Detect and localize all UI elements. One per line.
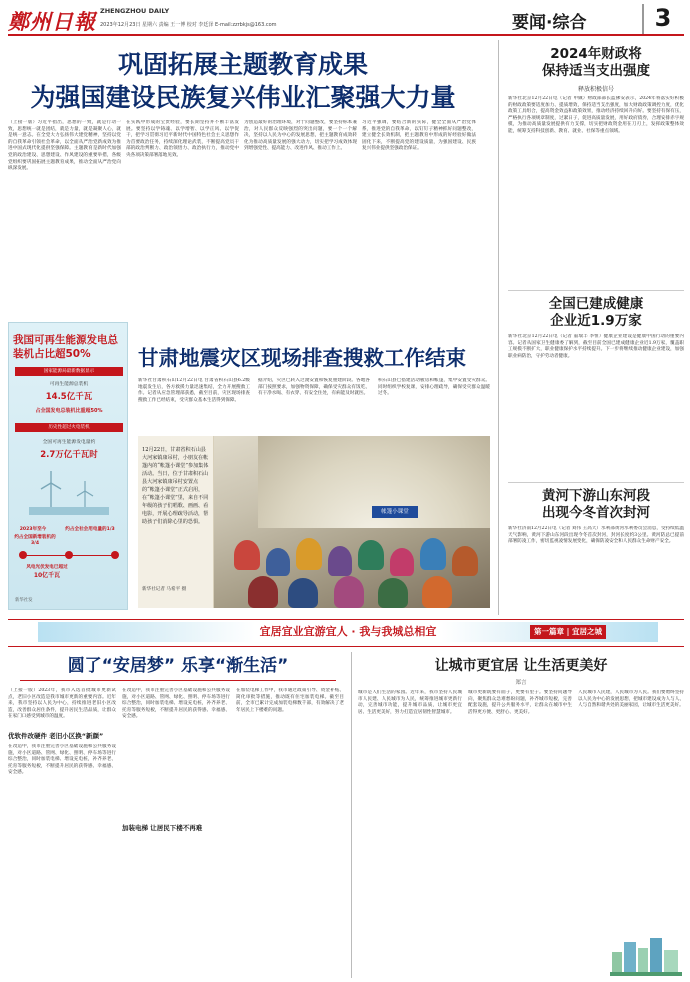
- infographic-stat1-label: 可再生能源总装机: [49, 382, 89, 387]
- child-figure: [390, 548, 414, 576]
- photo-credit: 新华社记者 马希平 摄: [142, 587, 187, 592]
- child-figure: [288, 578, 318, 608]
- infographic-milestone-bar: 历史性超过火电装机: [15, 423, 123, 432]
- lead-column-1: （上接一版）习近平指出，思想的一致，就是行动一致，思想统一就是团结，就是力量，就是凝聚人心，就是统一意志。在全党大力弘扬伟大建党精神，坚持以党的自我革命引领社会革命，以全面从严治党新成效为推进中国式现代化提供坚强保障。主题教育是新时代加强党的政治建设、思想建设、作风建设的重要举措，各级党组织要巩固拓展主题教育成果，推动全面从严治党向纵深发展。: [8, 120, 121, 172]
- band-rule-bottom: [8, 646, 684, 647]
- page-number: 3: [642, 4, 682, 34]
- photo-caption-box: [138, 436, 214, 608]
- gansu-column-2: 据介绍，灾区已转入过渡安置和恢复重建阶段。各地各部门按照要求，加强物资保障，确保受灾群众有饭吃、有干净水喝、有衣穿、有安全住处，有病能及时就医。: [258, 378, 370, 397]
- english-name: ZHENGZHOU DAILY: [100, 7, 170, 15]
- timeline-item-3-value: 10亿千瓦: [33, 572, 61, 579]
- child-figure: [296, 538, 322, 570]
- headline-underline: [20, 680, 336, 681]
- health-headline-line1: 全国已建成健康: [548, 296, 644, 312]
- wind-turbine-icon: [29, 469, 109, 515]
- feature-band: [38, 622, 658, 642]
- child-figure: [234, 540, 260, 570]
- section-name: 要闻·综合: [512, 13, 587, 33]
- news-photo[interactable]: [138, 436, 490, 608]
- river-body: 新华社济南12月22日电（记者 刘伟 王高天）水利部黄河水利委员会消息，受持续低温天气影响，黄河下游山东河段出现今冬首次封河，封河长度约3公里。黄河防总已提前部署防凌工作，密切监视凌情发展变化，确保防凌安全和人民群众生命财产安全。: [508, 526, 684, 545]
- anju-column-3: 在加装电梯工作中，我市通过政策引导、资金补贴、简化审批等措施，推动既有住宅加装电梯。截至目前，全市已累计完成加装电梯数千部，有效解决了老年居民上下楼难的问题。: [236, 688, 344, 713]
- health-headline[interactable]: [508, 296, 684, 330]
- column-divider: [351, 652, 352, 978]
- infographic-stat2-value: 2.7万亿千瓦时: [40, 450, 98, 460]
- band-rule-top: [8, 619, 684, 620]
- masthead: [8, 4, 684, 36]
- divider: [508, 290, 684, 291]
- timeline-dot: [65, 551, 73, 559]
- infographic-stat1-share: 占全国发电总装机比重超50%: [35, 408, 103, 414]
- life-column-3: 人民城市人民建，人民城市为人民。我们要始终坚持以人民为中心的发展思想，把城市建设成为人与人、人与自然和谐共处的美丽家园，让城市生活更美好。: [578, 690, 684, 709]
- lead-headline-line2: 为强国建设民族复兴伟业汇聚强大力量: [30, 83, 456, 112]
- infographic-credit: 新华社发: [15, 598, 33, 603]
- issue-line: 2023年12月23日 星期六 责编 王一博 校对 李廷泽 E-mail:zzrbkjs@163.com: [100, 22, 277, 28]
- child-figure: [378, 578, 408, 608]
- child-figure: [328, 546, 352, 576]
- fiscal-subtitle: 释放积极信号: [577, 86, 614, 93]
- lead-column-2: 在实践中形成的宝贵经验，要长期坚持并不断丰富发展。要坚持以学铸魂、以学增智、以学正风、以学促干，把学习贯彻习近平新时代中国特色社会主义思想作为首要政治任务，持续深化理论武装，不断提高党员干部的政治判断力、政治领悟力、政治执行力，推动党中央各项决策部署落地见效。: [126, 120, 239, 158]
- child-figure: [422, 576, 452, 608]
- river-headline[interactable]: [508, 488, 684, 522]
- newspaper-logo: 鄭州日報: [8, 9, 96, 34]
- anju-column-1-intro: （上接一版）2023年，我市入选首批城市更新试点，老旧小区改造是我市城市更新的重要内容。近年来，我市坚持以人民为中心，持续推进老旧小区改造，改善群众居住条件，提升居民生活品质，让群众在家门口感受到城市的温度。: [8, 688, 116, 720]
- timeline-item-2-label: 约占全社会用电量的1/3: [65, 527, 115, 532]
- anju-subhead-2: 加装电梯 让居民下楼不再难: [122, 824, 230, 833]
- child-figure: [358, 540, 384, 570]
- timeline-item-1-label: 2023年至今: [19, 527, 47, 532]
- timeline-item-3-label: 风电光伏发电已超过: [26, 565, 68, 570]
- infographic-source-bar: 国家能源局最新数据显示: [15, 367, 123, 376]
- fiscal-headline[interactable]: [508, 46, 684, 80]
- timeline-dot: [19, 551, 27, 559]
- child-figure: [452, 546, 478, 576]
- anju-subhead-1: 优软件改硬件 老旧小区换“新颜”: [8, 732, 104, 740]
- divider: [508, 482, 684, 483]
- infographic-stat1-value: 14.5亿千瓦: [45, 392, 93, 402]
- fiscal-body: 新华社北京12月22日电（记者 申铖）财政部部长蓝佛安表示，2024年将落实好积极的财政政策要适度加力、提质增效，保持适当支出强度，加大财政政策调控力度，优化政策工具组合，提高资金效益和政策效果，推动经济持续回升向好。要坚持有保有压，严格执行各项规章制度，过紧日子，促进高质量发展，用好政府债券，合理安排赤字规模，为推动高质量发展提供有力支撑，切实把财政资金用在刀刃上，发挥政策整体效能，统筹支持科技创新、教育、就业、社保等重点领域。: [508, 96, 684, 134]
- life-column-1: 城市是人们生活的家园。近年来，我市坚持人民城市人民建、人民城市为人民，统筹推进城市更新行动，完善城市功能，提升城市品质，让城市更宜居、生活更美好，努力打造宜居韧性智慧城市。: [358, 690, 462, 715]
- child-figure: [266, 548, 290, 576]
- photo-sign: 帐篷小课堂: [372, 506, 418, 518]
- gansu-column-1: 新华社甘肃积石山12月22日电 甘肃省积石山县6.2级地震发生后，各方救援力量迅速集结，全力开展搜救工作。记者从应急管理部获悉，截至目前，灾区现场排查搜救工作已经结束，受灾群众基本生活得到保障。: [138, 378, 250, 403]
- feature-band-title: 宜居宜业宜游宜人 · 我与我城总相宜: [259, 625, 437, 638]
- fiscal-headline-line2: 保持适当支出强度: [542, 63, 650, 79]
- life-column-2: 城市更新既要有面子，更要有里子。要坚持问题导向，聚焦群众急难愁盼问题，补齐城市短板，完善配套设施，提升公共服务水平，让群众在城市中生活得更方便、更舒心、更美好。: [468, 690, 572, 715]
- child-figure: [334, 576, 364, 608]
- life-author: 郑言: [515, 680, 527, 686]
- timeline-dot: [111, 551, 119, 559]
- infographic-title: 我国可再生能源发电总装机占比超50%: [13, 334, 118, 360]
- anju-column-1: 在改造中，我市注重完善小区基础设施和公共服务设施，对小区道路、管网、绿化、照明、停车场等进行综合整治，同时加装电梯、增设充电桩，补齐养老、托育等服务短板，不断提升居民的获得感、幸福感、安全感。: [8, 744, 116, 776]
- anju-headline[interactable]: 圆了“安居梦” 乐享“渐生活”: [67, 656, 289, 676]
- column-divider: [498, 40, 499, 615]
- photo-caption: 12月22日，甘肃省积石山县大河家镇康吊村，小朋友在帐篷内的“帐篷小课堂”参加集体活动。当日，位于甘肃积石山县大河家镇康吊村安置点的“帐篷小课堂”正式启用，在“帐篷小课堂”里，来自不同年级的孩子们唱歌、画画、看电影，开展心理疏导活动，帮助孩子们消除心里的恐惧。: [142, 447, 209, 525]
- fiscal-headline-line1: 2024年财政将: [550, 46, 642, 62]
- child-figure: [420, 538, 446, 570]
- river-headline-line1: 黄河下游山东河段: [542, 488, 650, 504]
- child-figure: [248, 576, 278, 608]
- health-body: 新华社北京12月22日电（记者 董瑞丰 李恒）健康企业建设是健康中国行动的重要内容。记者从国家卫生健康委了解到，截至目前全国已建成健康企业近1.9万家，覆盖职工规模不断扩大，职业健康保护水平持续提升。下一步将继续推动健康企业建设，加强职业病防治，守护劳动者健康。: [508, 334, 684, 359]
- health-headline-line2: 企业近1.9万家: [550, 313, 642, 329]
- infographic-stat2-label: 全国可再生能源发电量约: [42, 440, 96, 445]
- life-headline[interactable]: 让城市更宜居 让生活更美好: [434, 658, 608, 674]
- gansu-column-3: 积石山县已搭建活动板房和帐篷，集中安置受灾群众。同时组织学校复课，安排心理疏导，确保受灾群众温暖过冬。: [378, 378, 490, 397]
- lead-column-3: 为创造最好的治理环境，对于问题整改，要坚持标本兼治，对人民群众反映强烈的突出问题，要一个一个解决，坚持以人民为中心的发展思想，把主题教育成效转化为推动高质量发展的强大动力，切实把学习成效体现到增强党性、提高能力、改进作风、推动工作上。: [244, 120, 357, 152]
- lead-headline[interactable]: [8, 48, 478, 114]
- gansu-headline[interactable]: 甘肃地震灾区现场排查搜救工作结束: [138, 346, 466, 370]
- renewable-energy-infographic: [8, 322, 128, 610]
- timeline-item-1-value: 约占全国新增装机的3/4: [14, 535, 56, 546]
- lead-column-4: 习近平强调，要结合新的实际，健全全面从严治党体系，推进党的自我革命，以钉钉子精神抓好问题整改，建立健全长效机制，把主题教育中形成的好经验好做法固化下来，不断提高党的建设质量，为强国建设、民族复兴伟业提供坚强政治保证。: [362, 120, 476, 152]
- river-headline-line2: 出现今冬首次封河: [542, 505, 650, 521]
- feature-band-tag: 第一篇章 | 宜居之城: [530, 625, 606, 639]
- city-skyline-illustration: [610, 932, 682, 976]
- anju-column-2: 在改造中，我市注重完善小区基础设施和公共服务设施，对小区道路、管网、绿化、照明、停车场等进行综合整治，同时加装电梯、增设充电桩，补齐养老、托育等服务短板，不断提升居民的获得感、幸福感、安全感。: [122, 688, 230, 720]
- lead-headline-line1: 巩固拓展主题教育成果: [117, 50, 368, 79]
